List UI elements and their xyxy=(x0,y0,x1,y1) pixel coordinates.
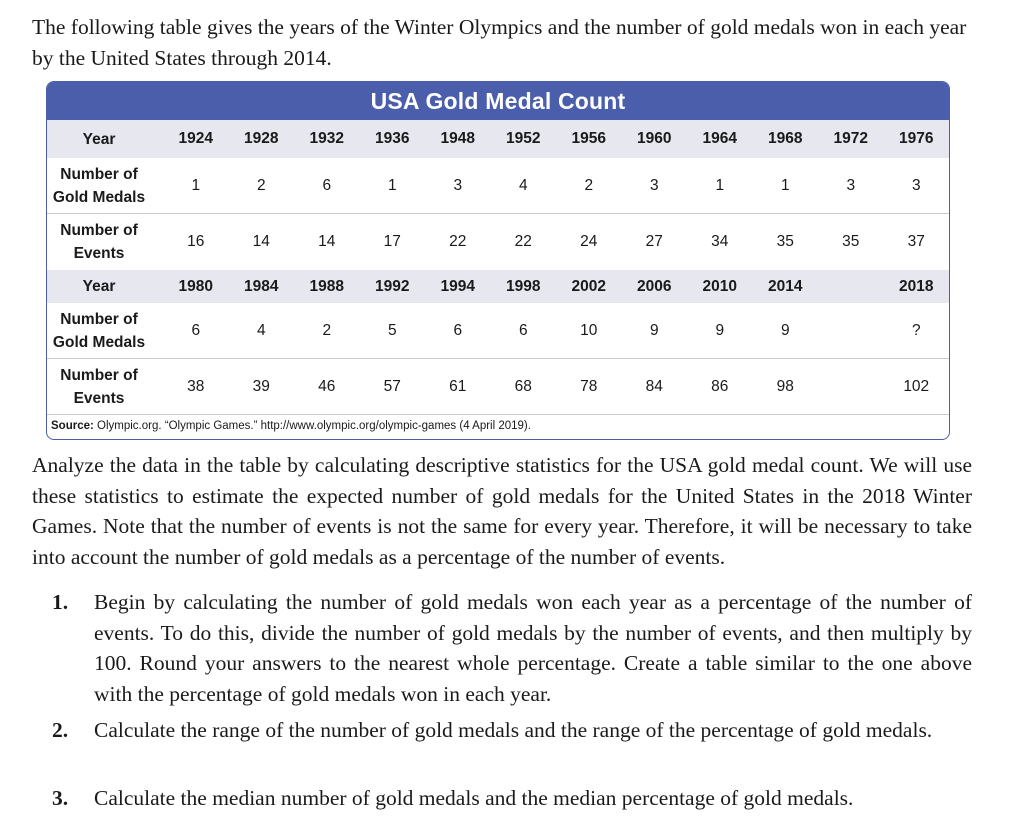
question-number: 1. xyxy=(52,590,69,614)
gold-cell: 3 xyxy=(649,176,659,194)
events-cell: 14 xyxy=(252,233,270,250)
table-title: USA Gold Medal Count xyxy=(47,82,949,120)
events-cell: 98 xyxy=(776,377,794,395)
year-cell: 1988 xyxy=(309,277,344,295)
gold-cell: 1 xyxy=(780,176,790,194)
gold-cells-1 xyxy=(163,177,949,195)
question-text: Calculate the range of the number of gold medals and the range of the percentage of gold medals. xyxy=(94,718,933,742)
question-3 xyxy=(52,783,972,814)
year-cell: 1984 xyxy=(244,277,279,295)
events-cell: 57 xyxy=(383,377,401,395)
events-cell: 78 xyxy=(580,377,598,395)
gold-cell: 10 xyxy=(580,321,598,339)
row-label-events: Number of Events xyxy=(60,366,138,407)
events-cells-1 xyxy=(163,233,949,251)
row-label-gold: Number of Gold Medals xyxy=(52,310,146,351)
gold-cell: 9 xyxy=(649,321,659,339)
year-cell: 1994 xyxy=(440,277,475,295)
events-cell: 37 xyxy=(907,233,925,250)
gold-cell: 2 xyxy=(322,321,332,339)
year-row-2 xyxy=(47,270,949,303)
events-cell: 22 xyxy=(514,233,532,250)
events-cell: 24 xyxy=(580,233,598,250)
events-cell: 35 xyxy=(776,233,794,250)
gold-cell: 6 xyxy=(453,321,463,339)
year-cell: 1980 xyxy=(178,277,213,295)
gold-cell: 9 xyxy=(715,321,725,339)
gold-cell: 6 xyxy=(518,321,528,339)
question-number: 2. xyxy=(52,718,69,742)
events-cell: 34 xyxy=(711,233,729,250)
events-cell: 61 xyxy=(449,377,467,395)
events-cell: 14 xyxy=(318,233,336,250)
year-cell: 2018 xyxy=(899,277,934,295)
gold-cell: 3 xyxy=(453,176,463,194)
gold-cell: 4 xyxy=(256,321,266,339)
gold-cell: 6 xyxy=(322,176,332,194)
year-cell: 1992 xyxy=(375,277,410,295)
year-cell: 2010 xyxy=(702,277,737,295)
gold-row-1 xyxy=(47,158,949,214)
row-label-year: Year xyxy=(82,278,116,295)
gold-cells-2 xyxy=(163,322,950,340)
gold-cell: 2 xyxy=(584,176,594,194)
events-cell: 38 xyxy=(187,377,205,395)
gold-cell-unknown: ? xyxy=(911,321,921,339)
events-cell: 86 xyxy=(711,377,729,395)
events-cell: 39 xyxy=(252,377,270,395)
events-cell: 22 xyxy=(449,233,467,250)
events-row-2 xyxy=(47,359,949,415)
events-cell: 17 xyxy=(383,233,401,250)
question-2 xyxy=(52,715,972,746)
source-text: Olympic.org. “Olympic Games.” http://www.olympic.org/olympic-games (4 April 2019). xyxy=(97,420,531,432)
source-label: Source: xyxy=(51,420,94,432)
gold-cell: 6 xyxy=(191,321,201,339)
analyze-paragraph: Analyze the data in the table by calculating descriptive statistics for the USA gold medal count. We will use these statistics to estimate the expected number of gold medals for the United States in the 2018 Winter Games. Note that the number of events is not the same for every year. Therefore, it will be necessary to take into account the number of gold medals as a percentage of the number of events. xyxy=(32,453,972,569)
year-cells-1 xyxy=(163,130,949,148)
year-cell: 1972 xyxy=(833,130,868,147)
intro-paragraph: The following table gives the years of the Winter Olympics and the number of gold medals won in each year by the United States through 2014. xyxy=(32,15,967,70)
row-label-year: Year xyxy=(82,130,116,148)
events-cell: 84 xyxy=(645,377,663,395)
year-cell: 1928 xyxy=(244,130,279,147)
year-cell: 2002 xyxy=(571,277,606,295)
year-cell: 1932 xyxy=(309,130,344,147)
events-cells-2 xyxy=(163,378,950,396)
gold-cell: 1 xyxy=(191,176,201,194)
year-cell: 2014 xyxy=(768,277,803,295)
year-cell: 1976 xyxy=(899,130,934,147)
gold-cell: 2 xyxy=(256,176,266,194)
medal-table xyxy=(46,81,950,440)
events-cell: 35 xyxy=(842,233,860,250)
events-cell: 16 xyxy=(187,233,205,250)
question-text: Calculate the median number of gold medals and the median percentage of gold medals. xyxy=(94,786,854,810)
year-row-1 xyxy=(47,120,949,158)
question-number: 3. xyxy=(52,786,69,810)
events-cell: 102 xyxy=(903,377,930,395)
gold-cell: 5 xyxy=(387,321,397,339)
row-label-gold: Number of Gold Medals xyxy=(52,165,146,206)
year-cell: 1964 xyxy=(702,130,737,147)
year-cell: 1956 xyxy=(571,130,606,147)
year-cell: 1998 xyxy=(506,277,541,295)
row-label-events: Number of Events xyxy=(60,222,138,262)
question-1 xyxy=(52,587,972,709)
gold-cell: 4 xyxy=(518,176,528,194)
gold-cell: 3 xyxy=(911,176,921,194)
events-cell: 46 xyxy=(318,377,336,395)
year-cell: 2006 xyxy=(637,277,672,295)
gold-cell: 1 xyxy=(387,176,397,194)
gold-cell: 9 xyxy=(780,321,790,339)
gold-row-2 xyxy=(47,303,949,359)
year-cell: 1924 xyxy=(178,130,213,147)
year-cells-2 xyxy=(163,278,950,296)
gold-cell: 3 xyxy=(846,176,856,194)
year-cell: 1952 xyxy=(506,130,541,147)
year-cell: 1948 xyxy=(440,130,475,147)
question-text: Begin by calculating the number of gold medals won each year as a percentage of the number of events. To do this, divide the number of gold medals by the number of events, and then multiply by 100. Round your answers to the nearest whole percentage. Create a table similar to the one above with the percentage of gold medals won in each year. xyxy=(94,590,972,706)
gold-cell: 1 xyxy=(715,176,725,194)
table-source xyxy=(47,415,949,437)
events-cell: 68 xyxy=(514,377,532,395)
year-cell: 1968 xyxy=(768,130,803,147)
events-row-1 xyxy=(47,214,949,270)
year-cell: 1960 xyxy=(637,130,672,147)
year-cell: 1936 xyxy=(375,130,410,147)
events-cell: 27 xyxy=(645,233,663,250)
